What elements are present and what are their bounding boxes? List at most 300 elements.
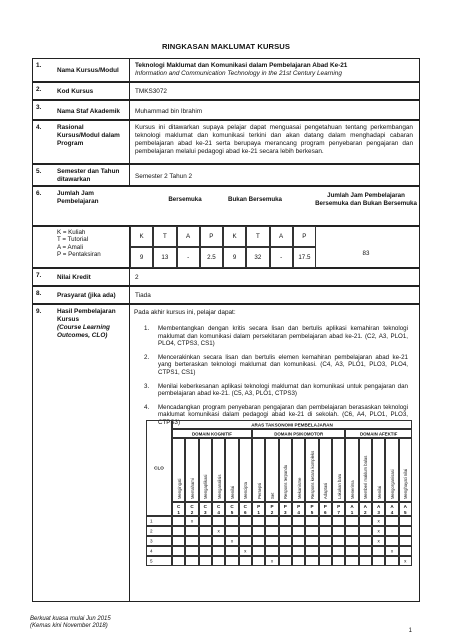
row-number: 5. [36,168,42,175]
mark-cell [305,536,318,546]
clo-item-number: 1. [144,325,150,332]
domain-header [172,429,252,438]
verb-cell [372,438,385,502]
verb-label: Persepsi [256,482,262,499]
code-number: 3 [284,510,287,515]
verb-cell [345,438,358,502]
verb-cell [172,438,185,502]
row-prerequisite [32,286,420,304]
mark-x: x [244,548,247,554]
mark-cell [385,536,398,546]
mark-cell [225,536,238,546]
code-number: 4 [297,510,300,515]
mark-cell [359,516,372,526]
mark-cell [212,526,225,536]
mark-x: x [377,528,380,534]
mark-cell [265,546,278,556]
mark-cell [265,536,278,546]
mark-cell [239,556,252,566]
verb-label: Menghayati nilai [403,468,409,499]
domain-label: DOMAIN KOGNITIF [191,431,232,436]
rationale-text: Kursus ini ditawarkan supaya pelajar dapat menguasai pengetahuan tentang perkembangan teknologi maklumat dan komunikasi terkini dan akan datang dalam menghadapi cabaran pembelajaran abad ke-21 serta berupaya merancang program penyebaran pengajaran dan pembelajaran melalui pedagogi abad ke-21 secara lebih berkesan. [135,124,413,155]
code-cell [305,502,318,516]
mark-cell [212,536,225,546]
hours-value: 2.5 [207,254,216,261]
mark-cell [319,546,332,556]
row-label: Nama Kursus/Modul [57,67,119,74]
verb-label: Mekanisme [296,477,302,499]
clo-label-main: Hasil Pembelajaran Kursus [57,308,116,323]
verb-cell [305,438,318,502]
clo-number-cell [146,536,172,546]
clo-item-text: Menilai keberkesanan aplikasi teknologi maklumat dan komunikasi untuk pengajaran dan pembelajaran abad ke-21. (C5, A3, PLO1, CTPS3) [158,382,408,398]
row-number: 3. [36,104,42,111]
clo-list [144,325,408,433]
mark-cell [172,536,185,546]
taxonomy-title: ARAS TAKSONOMI PEMBELAJARAN [251,422,333,427]
hours-value: 13 [161,254,169,261]
verb-label: Adaptasi [323,482,329,499]
code-letter: C [203,504,207,509]
domain-header [345,429,412,438]
mark-cell [385,546,398,556]
mark-cell [185,546,198,556]
footer [30,616,111,630]
row-rationale [32,120,420,164]
verb-label: Mengingati [176,478,182,499]
verb-label: Lakukan baru [336,473,342,499]
mark-cell [305,526,318,536]
hours-letter-cell [270,226,293,247]
legend-item: A = Amali [57,243,83,251]
mark-cell [332,556,345,566]
clo-intro: Pada akhir kursus ini, pelajar dapat: [134,309,236,316]
mark-cell [372,556,385,566]
clo-number-cell [146,556,172,566]
hours-letter: T [255,233,260,240]
code-cell [239,502,252,516]
row-credit [32,268,420,286]
mark-cell [292,526,305,536]
hours-value: 9 [139,254,144,261]
code-number: 5 [404,510,407,515]
mark-cell [172,526,185,536]
mark-cell [372,546,385,556]
mark-x: x [377,518,380,524]
mark-cell [252,526,265,536]
mark-cell [279,556,292,566]
domain-header [252,429,345,438]
hours-letter: P [209,233,214,240]
mark-cell [359,556,372,566]
hours-value: 9 [232,254,237,261]
mark-cell [385,556,398,566]
verb-cell [385,438,398,502]
verb-cell [252,438,265,502]
mark-cell [345,546,358,556]
clo-number-cell [146,546,172,556]
course-code: TMKS3072 [135,88,167,95]
mark-cell [185,526,198,536]
clo-item-text: Mencadangkan program penyebaran pengajaran dan pembelajaran berasaskan teknologi maklumat komunikasi dalam pedagogi abad ke-21 di sekolah. (C6, A4, PLO1, PLO3, CTPS3) [158,403,408,426]
row-number: 1. [36,62,42,69]
row-number: 8. [36,290,42,297]
verb-cell [185,438,198,502]
mark-cell [319,526,332,536]
clo-item-number: 2. [144,353,150,361]
mark-cell [319,556,332,566]
mark-cell [172,516,185,526]
verb-cell [212,438,225,502]
clo-item [144,325,408,348]
code-number: 2 [270,510,274,515]
hours-value-cell [223,247,246,268]
mark-cell [185,556,198,566]
verb-cell [279,438,292,502]
mark-cell [359,536,372,546]
mark-x: x [217,528,220,534]
code-cell [359,502,372,516]
page-number: 1 [408,628,412,634]
mark-cell [305,546,318,556]
mark-cell [252,516,265,526]
mark-cell [225,516,238,526]
row-number: 7. [36,272,42,279]
mark-cell [265,526,278,536]
code-number: 6 [324,510,327,515]
code-cell [385,502,398,516]
verb-label: Mencipta [243,482,249,499]
verb-label: Mengorganisasi [389,469,395,499]
mark-cell [372,536,385,546]
mark-cell [252,546,265,556]
clo-item-text: Mencerakinkan secara lisan dan bertulis elemen kemahiran pembelajaran abad ke-21 yang berteraskan teknologi maklumat dan komunikasi. (C4, A3, PLO1, PLO3, PLO4, CTPS1, CS1) [158,353,408,376]
code-cell [265,502,278,516]
clo-item-number: 3. [144,382,150,390]
code-letter: P [310,504,314,509]
mark-cell [345,556,358,566]
clo-number: 5 [150,558,153,564]
legend-item: P = Pentaksiran [57,251,101,259]
code-number: 4 [217,510,220,515]
mark-x: x [270,558,274,564]
row-label: Prasyarat (jika ada) [57,292,116,299]
mark-cell [239,516,252,526]
code-cell [212,502,225,516]
clo-label-english: (Course Learning Outcomes, CLO) [57,324,110,339]
hours-letter-cell [177,226,200,247]
code-letter: P [257,504,261,509]
hours-value: 17.5 [298,254,311,261]
mark-cell [399,536,412,546]
mark-cell [385,526,398,536]
hours-value-cell [177,247,200,268]
clo-item [144,383,408,398]
row-label: Kod Kursus [57,88,94,95]
code-cell [332,502,345,516]
mark-cell [252,556,265,566]
code-letter: P [283,504,287,509]
code-number: 7 [337,510,340,515]
mark-cell [265,516,278,526]
code-cell [252,502,265,516]
code-number: 3 [204,510,207,515]
verb-label: Respons ketara kompleks [309,450,315,499]
verb-label: Menilai [376,485,382,499]
code-letter: C [217,504,221,509]
verb-cell [292,438,305,502]
mark-x: x [230,538,234,544]
hours-letter: T [162,233,167,240]
code-number: 1 [257,510,260,515]
header-bersemuka: Bersemuka [168,196,202,203]
hours-value-cell [246,247,269,268]
row-number: 9. [36,308,42,315]
mark-cell [292,516,305,526]
hours-letter: K [232,233,237,240]
mark-cell [332,536,345,546]
clo-number-cell [146,526,172,536]
mark-cell [279,536,292,546]
mark-cell [199,526,212,536]
hours-letter-cell [200,226,223,247]
code-letter: A [403,504,407,509]
credit-value: 2 [135,274,139,281]
footer-updated: (Kemas kini November 2018) [30,623,108,629]
semester-value: Semester 2 Tahun 2 [135,173,193,180]
verb-label: Mengaplikasi [203,474,209,499]
mark-cell [292,536,305,546]
row-label [57,308,127,340]
hours-value: - [187,254,190,261]
hours-value-cell [130,247,153,268]
code-number: 1 [177,510,180,515]
verb-label: Memahami [189,478,195,499]
hours-letter-cell [130,226,153,247]
verb-cell [225,438,238,502]
verb-label: Menganalisis [216,474,222,499]
code-number: 4 [390,510,394,515]
mark-cell [345,516,358,526]
code-letter: C [230,504,234,509]
hours-letter-cell [153,226,176,247]
row-label: Semester dan Tahun ditawarkan [57,168,120,183]
header-bukan-bersemuka: Bukan Bersemuka [228,196,282,203]
mark-cell [225,526,238,536]
code-cell [185,502,198,516]
row-course-code [32,82,420,100]
clo-item-number: 4. [144,403,150,411]
mark-cell [225,546,238,556]
code-letter: P [323,504,327,509]
mark-cell [399,516,412,526]
code-letter: C [190,504,194,509]
clo-number: 4 [150,548,153,554]
domain-label: DOMAIN AFEKTIF [359,431,398,436]
mark-cell [212,556,225,566]
row-label: Nama Staf Akademik [57,108,120,115]
clo-number: 2 [150,528,153,534]
hours-value-cell [293,247,316,268]
code-number: 3 [377,510,380,515]
hours-value: 32 [254,254,262,261]
page-title: RINGKASAN MAKLUMAT KURSUS [161,42,291,51]
code-cell [172,502,185,516]
mark-cell [185,516,198,526]
mark-cell [199,556,212,566]
mark-cell [385,516,398,526]
code-number: 2 [364,510,367,515]
mark-cell [252,536,265,546]
hours-value-cell [270,247,293,268]
code-letter: A [390,504,394,509]
hours-legend [57,229,101,259]
code-cell [345,502,358,516]
hours-letter-cell [223,226,246,247]
header-jumlah: Jumlah Jam Pembelajaran Bersemuka dan Bukan Bersemuka [315,192,417,207]
verb-cell [332,438,345,502]
mark-cell [399,556,412,566]
verb-label: Menilai [229,485,235,499]
mark-cell [172,546,185,556]
mark-cell [399,526,412,536]
mark-cell [359,546,372,556]
code-letter: P [270,504,274,509]
hours-letter: K [139,233,144,240]
mark-cell [305,556,318,566]
mark-cell [199,536,212,546]
mark-cell [279,526,292,536]
mark-x: x [390,548,394,554]
row-staff [32,100,420,120]
code-letter: A [363,504,367,509]
mark-x: x [377,538,380,544]
mark-cell [319,536,332,546]
verb-label: Memberi maklum balas [363,455,369,499]
verb-cell [319,438,332,502]
hours-letter: A [279,233,284,240]
footer-effective: Berkuat kuasa mulai Jun 2015 [30,616,111,622]
mark-cell [372,526,385,536]
code-cell [279,502,292,516]
mark-cell [279,516,292,526]
verb-cell [199,438,212,502]
mark-cell [199,546,212,556]
mark-cell [212,546,225,556]
mark-cell [265,556,278,566]
domain-label: DOMAIN PSIKOMOTOR [274,431,324,436]
clo-number-cell [146,516,172,526]
code-cell [319,502,332,516]
hours-total: 83 [362,250,370,257]
legend-item: T = Tutorial [57,236,89,244]
code-number: 5 [230,510,234,515]
code-cell [399,502,412,516]
mark-x: x [404,558,407,564]
mark-cell [332,526,345,536]
verb-label: Set [269,492,275,499]
verb-cell [265,438,278,502]
mark-cell [292,556,305,566]
mark-cell [345,536,358,546]
code-letter: A [350,504,354,509]
mark-cell [332,516,345,526]
legend-item: K = Kuliah [57,229,86,236]
mark-cell [372,516,385,526]
hours-letter-cell [246,226,269,247]
code-number: 1 [350,510,354,515]
mark-cell [212,516,225,526]
hours-letter: P [302,233,307,240]
mark-cell [199,516,212,526]
code-number: 6 [244,510,247,515]
row-semester [32,164,420,186]
row-course-name [32,58,420,82]
mark-cell [399,546,412,556]
row-label: Nilai Kredit [57,274,91,281]
code-letter: A [377,504,381,509]
hours-value-cell [153,247,176,268]
code-cell [199,502,212,516]
clo-item-text: Membentangkan dengan kritis secara lisan dan bertulis aplikasi kemahiran teknologi maklumat dan komunikasi dalam persekitaran pembelajaran abad ke-21. (C2, A3, PLO1, PLO4, CTPS3, CS1) [158,325,408,348]
code-cell [292,502,305,516]
verb-cell [399,438,412,502]
row-label: Jumlah Jam Pembelajaran [57,190,99,205]
mark-cell [305,516,318,526]
verb-cell [239,438,252,502]
hours-value-cell [200,247,223,268]
code-number: 2 [190,510,194,515]
mark-cell [225,556,238,566]
mark-cell [239,546,252,556]
prerequisite-value: Tiada [135,292,151,299]
row-number: 2. [36,86,42,93]
code-letter: C [243,504,247,509]
hours-letter-cell [293,226,316,247]
mark-x: x [190,518,194,524]
code-cell [372,502,385,516]
code-cell [225,502,238,516]
row-label: Rasional Kursus/Modul dalam Program [57,124,120,147]
staff-name: Muhammad bin Ibrahim [135,108,203,115]
row-number: 6. [36,190,42,197]
mark-cell [359,526,372,536]
mark-cell [279,546,292,556]
mark-cell [239,526,252,536]
clo-number: 3 [150,538,153,544]
mark-cell [239,536,252,546]
code-number: 5 [310,510,314,515]
clo-header: CLO [154,465,164,471]
mark-cell [172,556,185,566]
verb-cell [359,438,372,502]
code-letter: P [337,504,341,509]
clo-number: 1 [150,518,153,524]
code-letter: C [177,504,181,509]
taxonomy-title-cell [172,420,412,429]
mark-cell [319,516,332,526]
course-name-malay: Teknologi Maklumat dan Komunikasi dalam Pembelajaran Abad Ke-21 [135,62,348,69]
clo-header-cell [146,420,172,516]
mark-cell [292,546,305,556]
verb-label: Menerima [349,480,355,499]
row-number: 4. [36,124,42,131]
clo-item [144,354,408,377]
taxonomy-table [146,420,412,570]
verb-label: Respons terpandu [283,464,289,499]
hours-letter: A [186,233,191,240]
code-letter: P [297,504,301,509]
